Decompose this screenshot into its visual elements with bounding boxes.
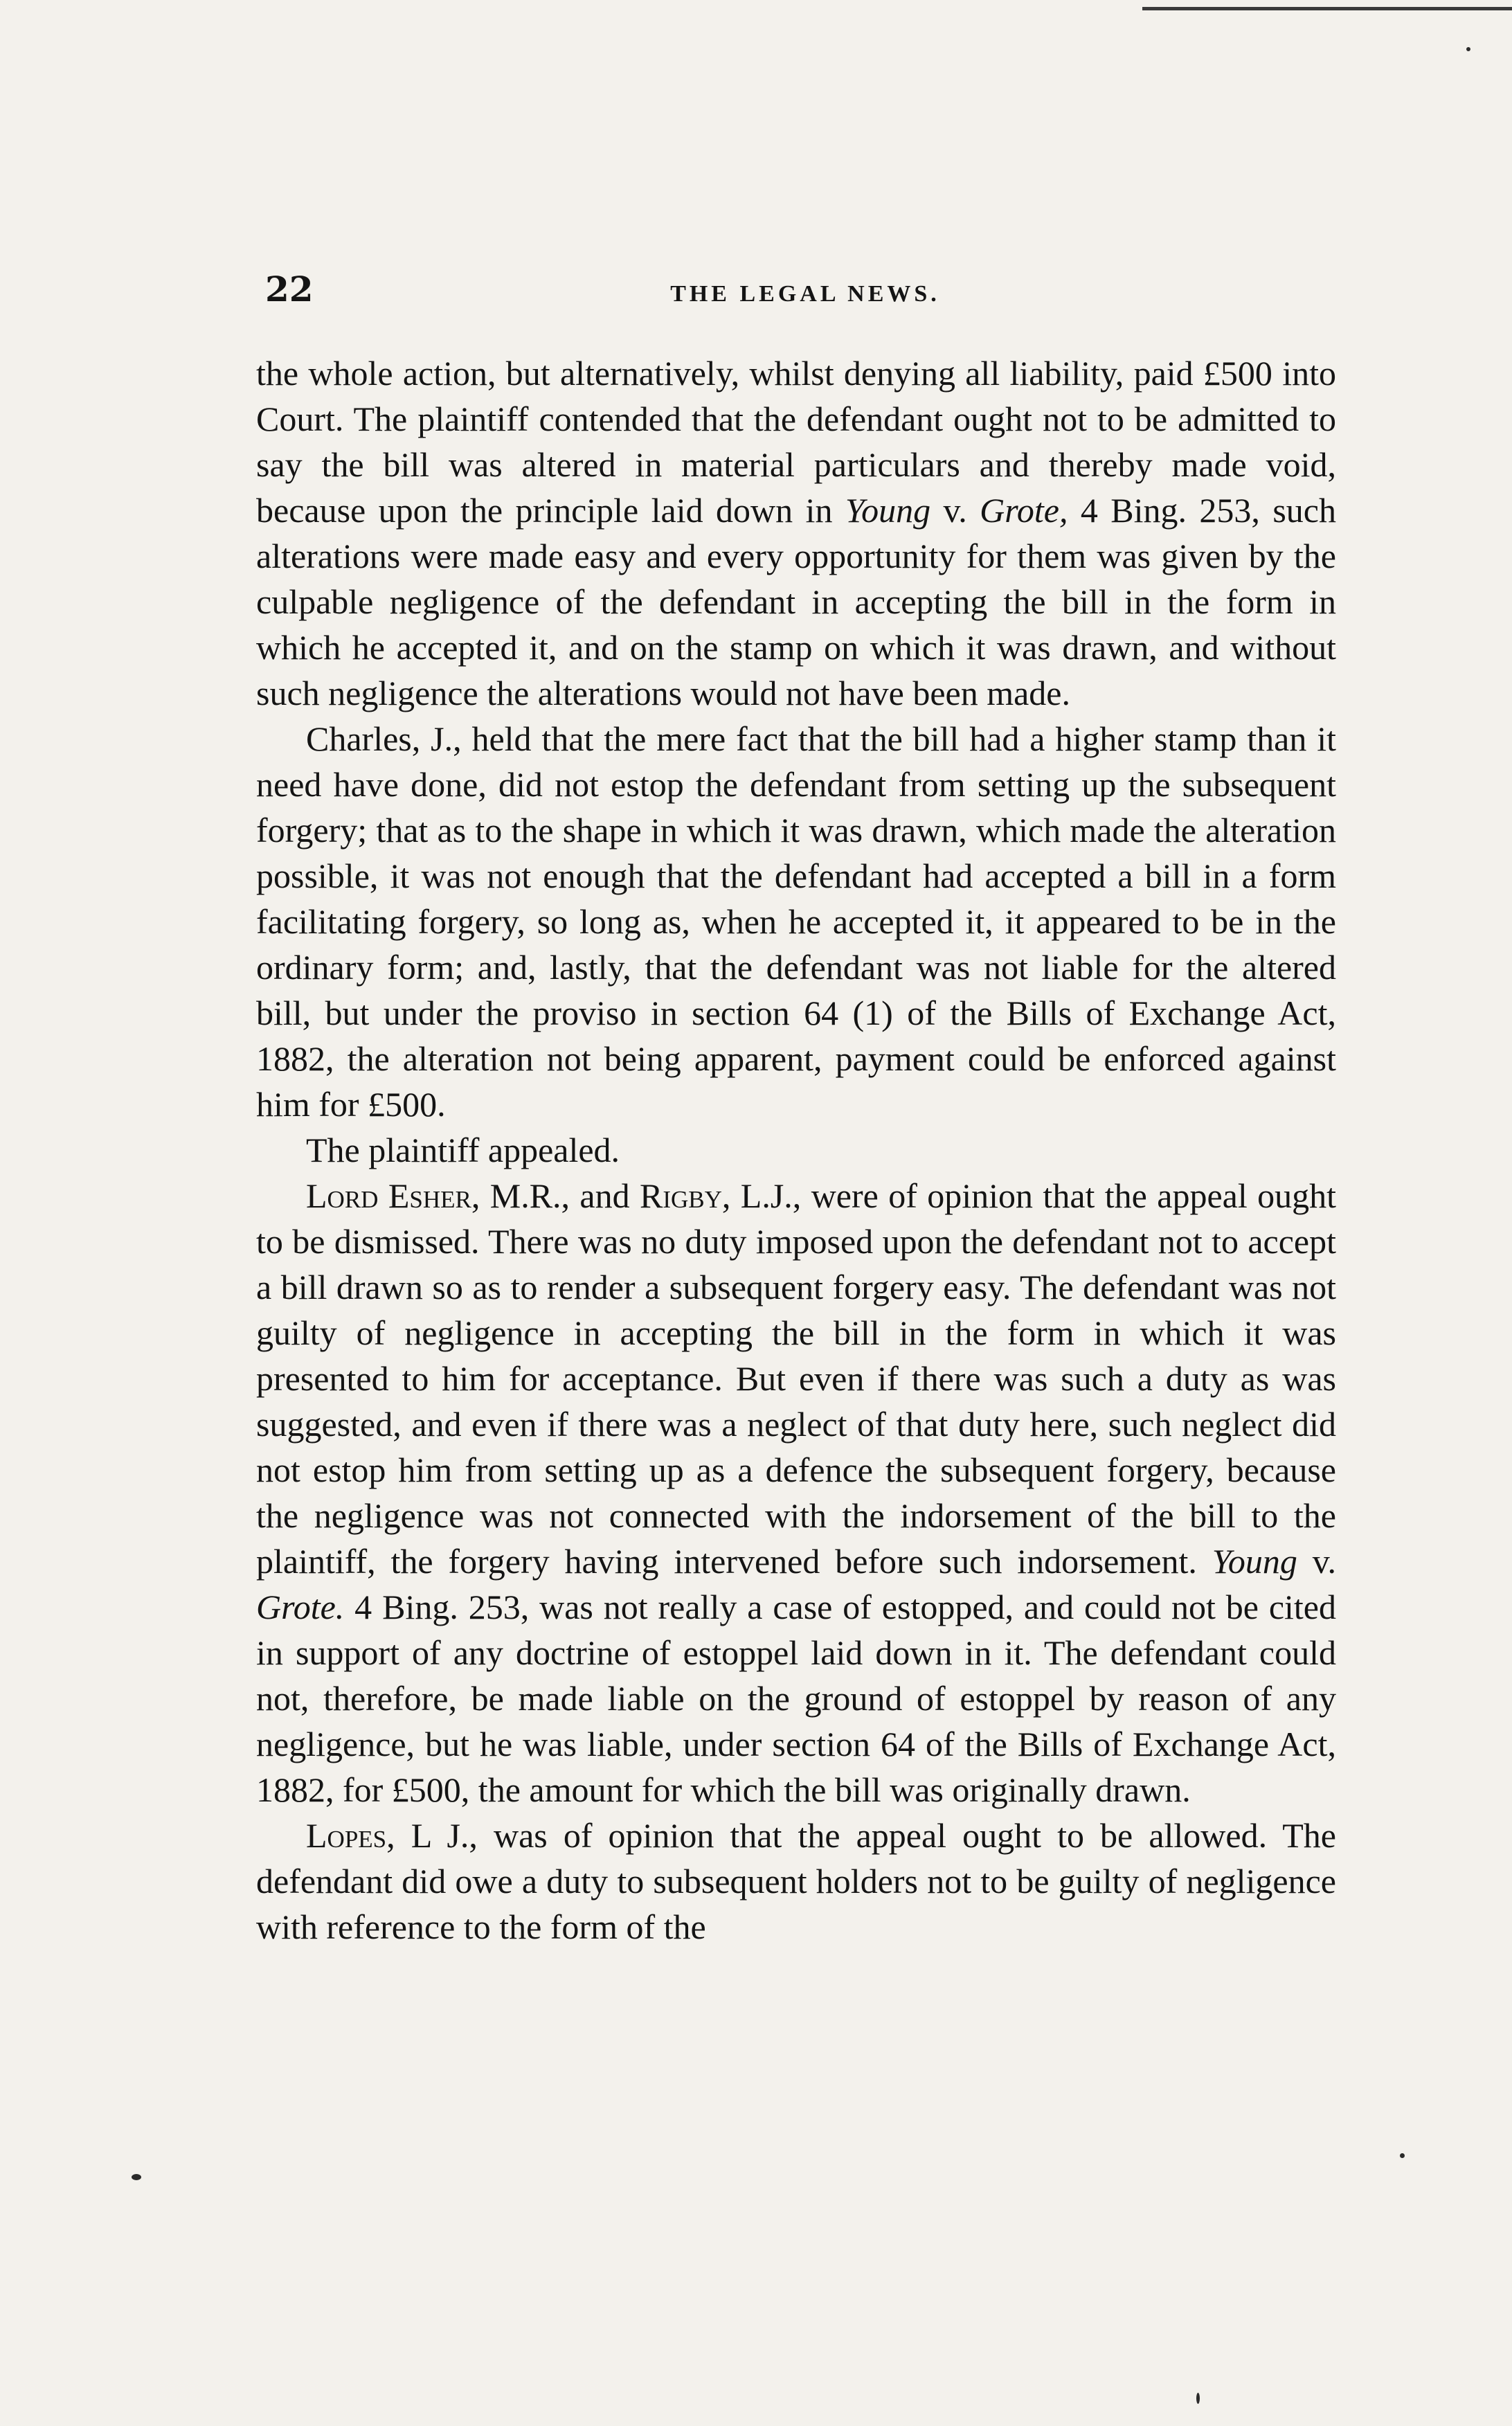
paragraph: [256, 1173, 1336, 1813]
scan-speck: [132, 2174, 141, 2180]
text-run: v.: [930, 491, 980, 530]
article-body: [256, 350, 1336, 1950]
page-header: [265, 269, 1345, 324]
text-run: , L.J., were of opinion that the appeal ought to be dismissed. There was no duty imposed upon the defendant not to accept a bill drawn so as to render a subsequent forgery easy. The defendant was not guilty of negligence in accepting the bill in the form in which it was presented to him for acceptance. But even if there was such a duty as was suggested, and even if there was a neglect of that duty here, such neglect did not estop him from setting up as a defence the subsequent forgery, because the negligence was not connected with the indorsement of the bill to the plaintiff, the forgery having intervened before such indorsement.: [256, 1176, 1337, 1581]
text-run: , M.R., and: [471, 1176, 640, 1215]
case-name: Grote,: [980, 491, 1068, 530]
case-name: Young: [1212, 1542, 1297, 1581]
case-name: Grote.: [256, 1588, 345, 1626]
running-title: THE LEGAL NEWS.: [670, 281, 940, 307]
page-top-edge-rule: [1142, 7, 1512, 10]
text-run: the whole action, but alternatively, whilst denying all liability, paid £500 into Court. The plaintiff contended that the defendant ought not to be admitted to say the bill was altered in material particulars and thereby made void, because upon the principle laid down in: [256, 354, 1336, 530]
judge-name: Lord Esher: [306, 1176, 471, 1215]
scan-speck: [1196, 2393, 1200, 2404]
judge-name: Rigby: [640, 1176, 722, 1215]
page-number: 22: [265, 269, 314, 309]
paragraph: [256, 716, 1336, 1127]
text-run: Charles, J., held that the mere fact that the bill had a higher stamp than it need have done, did not estop the defendant from setting up the subsequent forgery; that as to the shape in which it was drawn, which made the alteration possible, it was not enough that the defendant had accepted a bill in a form facilitating forgery, so long as, when he accepted it, it appeared to be in the ordinary form; and, lastly, that the defendant was not liable for the altered bill, but under the proviso in section 64 (1) of the Bills of Exchange Act, 1882, the alteration not being apparent, payment could be enforced against him for £500.: [256, 719, 1336, 1124]
paragraph: [256, 1127, 1336, 1173]
text-run: 4 Bing. 253, such alterations were made easy and every opportunity for them was given by the culpable negligence of the defendant in accepting the bill in the form in which he accepted it, and on the stamp on which it was drawn, and without such negligence the alterations would not have been made.: [256, 491, 1336, 712]
text-run: , L J., was of opinion that the appeal ought to be allowed. The defendant did owe a duty to subsequent holders not to be guilty of negligence with reference to the form of the: [256, 1816, 1336, 1946]
judge-name: Lopes: [306, 1816, 387, 1855]
case-name: Young: [845, 491, 931, 530]
scan-speck: [1466, 47, 1470, 51]
text-run: 4 Bing. 253, was not really a case of estopped, and could not be cited in support of any doctrine of estoppel laid down in it. The defendant could not, therefore, be made liable on the ground of estoppel by reason of any negligence, but he was liable, under section 64 of the Bills of Exchange Act, 1882, for £500, the amount for which the bill was originally drawn.: [256, 1588, 1336, 1809]
scan-speck: [1400, 2153, 1405, 2158]
paragraph: [256, 350, 1336, 716]
text-run: v.: [1297, 1542, 1336, 1581]
text-run: The plaintiff appealed.: [306, 1131, 620, 1169]
paragraph: [256, 1813, 1336, 1950]
